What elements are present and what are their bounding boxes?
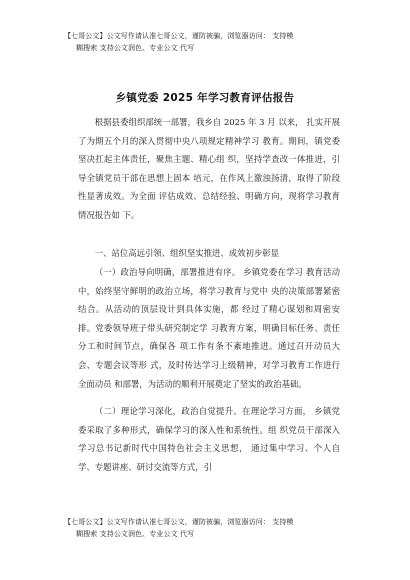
paragraph-section-1-1 (78, 263, 340, 393)
section-heading-1 (78, 244, 340, 263)
paragraph-section-1-2-text: （二）理论学习深化，政治自觉提升。在理论学习方面， 乡镇党委采取了多种形式，确保学习的深入性和系统性。组 织党员干部深入学习总书记新时代中国特色社会主义思想， 通过集中学习、个人自学、专题讲座、研讨交流等方式，引 (78, 406, 340, 472)
paragraph-intro-text: 根据县委组织部统一部署，我乡自 2025 年 3 月 以来， 扎实开展了为期五个月的深入贯彻中央八项规定精神学习 教育。期间，镇党委坚决扛起主体责任，聚焦主题、精心组 织，坚持学查改一体推进，引导全镇党员干部在思想上固本 培元，在作风上激浊扬清，取得了阶段性显著成效。为全面 评估成效、总结经验、明确方向，现将学习教育情况报告如 下。 (78, 117, 340, 220)
banner-bottom-line2: 糊搜索 支持公文润色、专业公文 代写 (76, 530, 195, 538)
banner-top-line2: 糊搜索 支持公文润色、专业公文 代写 (76, 44, 195, 52)
section-heading-1-text: 一、站位高远引领、组织坚实推进、成效初步彰显 (94, 248, 280, 258)
banner-top-line1: 【七哥公文】公文写作请认准七哥公文，谨防被骗，浏览器访问： 支持模 (64, 32, 294, 40)
paragraph-section-1-2 (78, 402, 340, 476)
document-title: 乡镇党委 2025 年学习教育评估报告 (115, 92, 295, 104)
paragraph-section-1-1-text: （一）政治导向明确，部署推进有序。 乡镇党委在学习 教育活动中，始终坚守鲜明的政治立场，将学习教育与党中 央的决策部署紧密结合。从活动的顶层设计到具体实施，都 经过了精心谋划和周密安排。党委领导班子带头研究制定学 习教育方案，明确目标任务、责任分工和时间节点，确保各 项工作有条不紊地推进。通过召开动员大会、专题会议等形 式，及时传达学习上级精神，对学习教育工作进行全面动员 和部署，为活动的顺利开展奠定了坚实的政治基础。 (78, 267, 340, 389)
watermark-banner-top (64, 30, 364, 54)
paragraph-intro (78, 113, 340, 225)
banner-bottom-line1: 【七哥公文】公文写作请认准七哥公文，谨防被骗，浏览器访问： 支持模 (64, 518, 294, 526)
watermark-banner-bottom (64, 516, 364, 540)
